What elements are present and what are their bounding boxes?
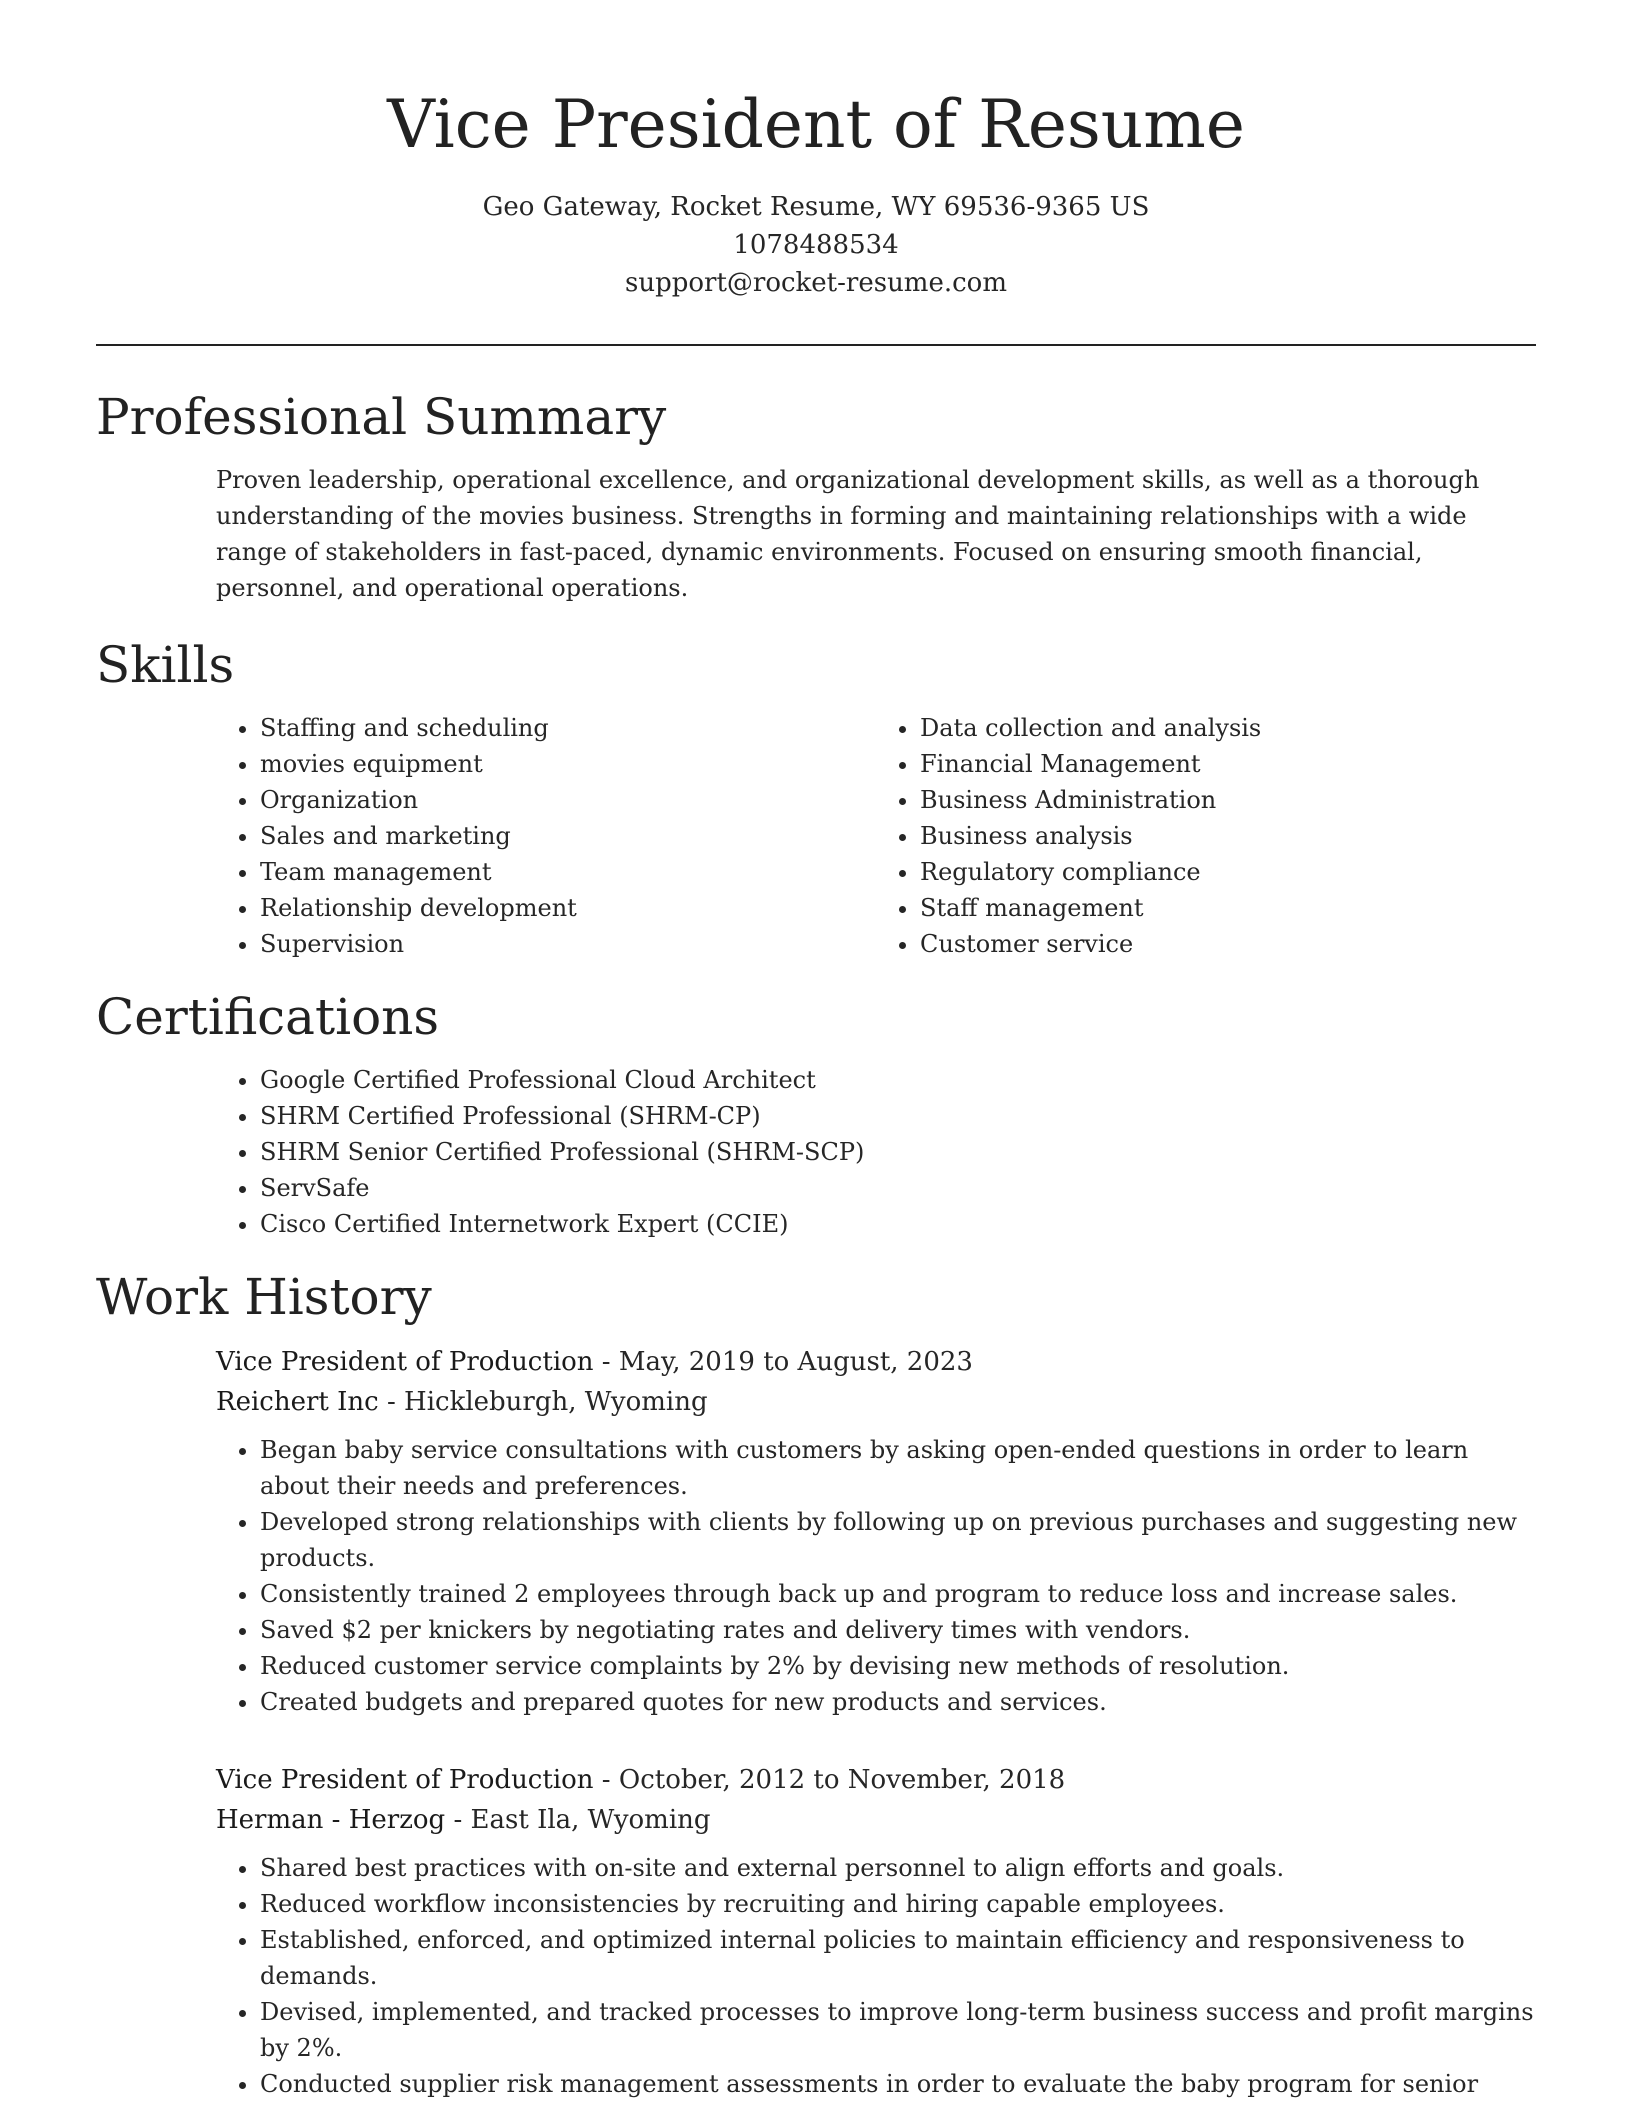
skill-item: • Supervision [260, 926, 876, 962]
job-title-line [216, 1342, 1536, 1382]
job-company: Reichert Inc [216, 1387, 379, 1417]
skill-item: • Customer service [920, 926, 1536, 962]
skill-item: • Business analysis [920, 818, 1536, 854]
skill-item: • Staff management [920, 890, 1536, 926]
skills-columns [216, 710, 1536, 962]
skill-item: • Staffing and scheduling [260, 710, 876, 746]
skill-item: • Sales and marketing [260, 818, 876, 854]
job-bullet: • Consistently trained 2 employees through back up and program to reduce loss and increase sales. [260, 1576, 1536, 1612]
job-role: Vice President of Production [216, 1347, 594, 1377]
job-entry [216, 1760, 1536, 2102]
email: support@rocket-resume.com [624, 268, 1007, 298]
separator: - [378, 1387, 405, 1417]
skill-item: • movies equipment [260, 746, 876, 782]
skill-item: • Financial Management [920, 746, 1536, 782]
certification-item: • Google Certified Professional Cloud Architect [260, 1062, 1536, 1098]
work-history-title: Work History [96, 1268, 432, 1326]
skill-item: • Business Administration [920, 782, 1536, 818]
skill-item: • Relationship development [260, 890, 876, 926]
job-bullet: • Conducted supplier risk management assessments in order to evaluate the baby program for senior [260, 2066, 1536, 2102]
summary-text: Proven leadership, operational excellence, and organizational development skills, as well as a thorough understanding of the movies business. Strengths in forming and maintaining relationships with a wide range of stakeholders in fast-paced, dynamic environments. Focused on ensuring smooth financial, personnel, and operational operations. [216, 466, 1480, 602]
skill-item: • Organization [260, 782, 876, 818]
job-bullet: • Established, enforced, and optimized internal policies to maintain efficiency and responsiveness to demands. [260, 1922, 1536, 1994]
job-bullet: • Saved $2 per knickers by negotiating rates and delivery times with vendors. [260, 1612, 1536, 1648]
skills-left-list [216, 710, 876, 962]
certifications-list [216, 1062, 1536, 1242]
job-company-line [216, 1382, 1536, 1422]
phone: 1078488534 [733, 230, 899, 260]
summary-title: Professional Summary [96, 388, 667, 446]
work-history-section [96, 1266, 1536, 2102]
job-entry [216, 1342, 1536, 1720]
skill-item: • Team management [260, 854, 876, 890]
certifications-title: Certifications [96, 988, 440, 1046]
skill-item: • Data collection and analysis [920, 710, 1536, 746]
skill-item: • Regulatory compliance [920, 854, 1536, 890]
separator: - [593, 1765, 619, 1795]
job-role: Vice President of Production [216, 1765, 594, 1795]
job-bullet: • Developed strong relationships with clients by following up on previous purchases and suggesting new products. [260, 1504, 1536, 1576]
job-bullet-list [216, 1850, 1536, 2102]
job-bullet-list [216, 1432, 1536, 1720]
job-bullet: • Shared best practices with on-site and external personnel to align efforts and goals. [260, 1850, 1536, 1886]
skills-right-list [876, 710, 1536, 962]
skills-section [96, 634, 1536, 962]
job-company-line [216, 1800, 1536, 1840]
resume-page [96, 0, 1536, 2102]
candidate-name: Vice President of Resume [387, 86, 1245, 163]
contact-info [96, 188, 1536, 302]
skills-title: Skills [96, 636, 235, 694]
job-dates: May, 2019 to August, 2023 [618, 1347, 973, 1377]
certification-item: • ServSafe [260, 1170, 1536, 1206]
job-bullet: • Reduced customer service complaints by 2% by devising new methods of resolution. [260, 1648, 1536, 1684]
certification-item: • SHRM Certified Professional (SHRM-CP) [260, 1098, 1536, 1134]
job-title-line [216, 1760, 1536, 1800]
job-bullet: • Began baby service consultations with customers by asking open-ended questions in order to learn about their needs and preferences. [260, 1432, 1536, 1504]
job-company: Herman - Herzog [216, 1805, 446, 1835]
job-dates: October, 2012 to November, 2018 [618, 1765, 1066, 1795]
summary-section [96, 386, 1536, 606]
job-bullet: • Created budgets and prepared quotes for new products and services. [260, 1684, 1536, 1720]
job-location: East Ila, Wyoming [470, 1805, 711, 1835]
certifications-section [96, 986, 1536, 1242]
job-bullet: • Devised, implemented, and tracked processes to improve long-term business success and profit margins by 2%. [260, 1994, 1536, 2066]
job-bullet: • Reduced workflow inconsistencies by recruiting and hiring capable employees. [260, 1886, 1536, 1922]
address: Geo Gateway, Rocket Resume, WY 69536-9365 US [482, 192, 1150, 222]
certification-item: • SHRM Senior Certified Professional (SHRM-SCP) [260, 1134, 1536, 1170]
header-divider [96, 344, 1536, 346]
resume-header [96, 0, 1536, 346]
job-location: Hickleburgh, Wyoming [404, 1387, 708, 1417]
separator: - [593, 1347, 619, 1377]
certification-item: • Cisco Certified Internetwork Expert (CCIE) [260, 1206, 1536, 1242]
separator: - [445, 1805, 471, 1835]
